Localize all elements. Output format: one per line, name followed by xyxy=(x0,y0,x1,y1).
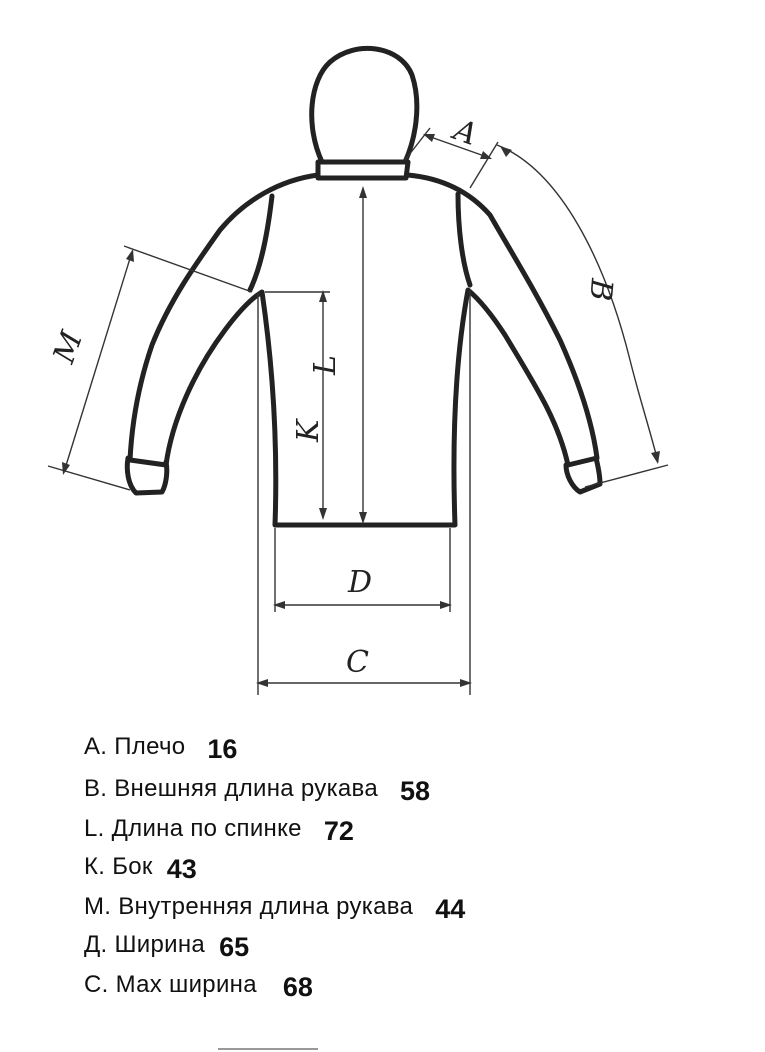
b-arrow-top xyxy=(500,146,512,157)
a-arrow-left xyxy=(423,134,435,142)
collar-outline xyxy=(318,162,408,178)
legend-value: 44 xyxy=(435,894,466,924)
a-label: A xyxy=(449,112,482,153)
legend-label: А. Плечо xyxy=(84,733,186,760)
legend-value: 43 xyxy=(166,854,197,884)
legend-label: М. Внутренняя длина рукава xyxy=(84,893,414,920)
legend-value: 68 xyxy=(282,972,313,1002)
b-label: B xyxy=(582,277,619,303)
b-dimension-curve xyxy=(497,145,658,462)
l-arrow-bottom xyxy=(359,512,367,524)
legend-row-outer-sleeve xyxy=(84,772,430,812)
legend-label: К. Бок xyxy=(84,853,153,880)
legend-label: С. Мах ширина xyxy=(84,971,257,998)
legend-row-side xyxy=(84,850,197,890)
legend-row-inner-sleeve xyxy=(84,890,465,930)
legend-label: Д. Ширина xyxy=(84,931,206,958)
legend-value: 58 xyxy=(400,776,431,806)
hood-outline xyxy=(312,48,417,162)
m-label: M xyxy=(46,326,91,368)
legend-label: В. Внешняя длина рукава xyxy=(84,775,378,802)
m-arrow-top xyxy=(126,249,134,262)
legend-row-shoulder xyxy=(84,730,237,770)
k-arrow-bottom xyxy=(319,508,327,520)
legend-value: 16 xyxy=(207,734,238,764)
legend-value: 72 xyxy=(323,816,354,846)
legend-row-back-length xyxy=(84,812,354,852)
l-arrow-top xyxy=(359,186,367,198)
left-armhole-seam xyxy=(250,196,272,290)
legend-value: 65 xyxy=(219,932,250,962)
l-label: L xyxy=(308,355,343,375)
m-arrow-bottom xyxy=(62,462,70,475)
right-armhole-seam xyxy=(458,194,470,285)
bottom-divider xyxy=(218,1048,318,1050)
legend-label: L. Длина по спинке xyxy=(84,815,302,842)
k-label: K xyxy=(291,419,326,442)
d-label: D xyxy=(348,565,373,600)
b-arrow-bottom xyxy=(651,451,660,464)
legend-row-max-width xyxy=(84,968,313,1008)
c-label: C xyxy=(346,645,369,680)
legend-row-width xyxy=(84,928,249,968)
